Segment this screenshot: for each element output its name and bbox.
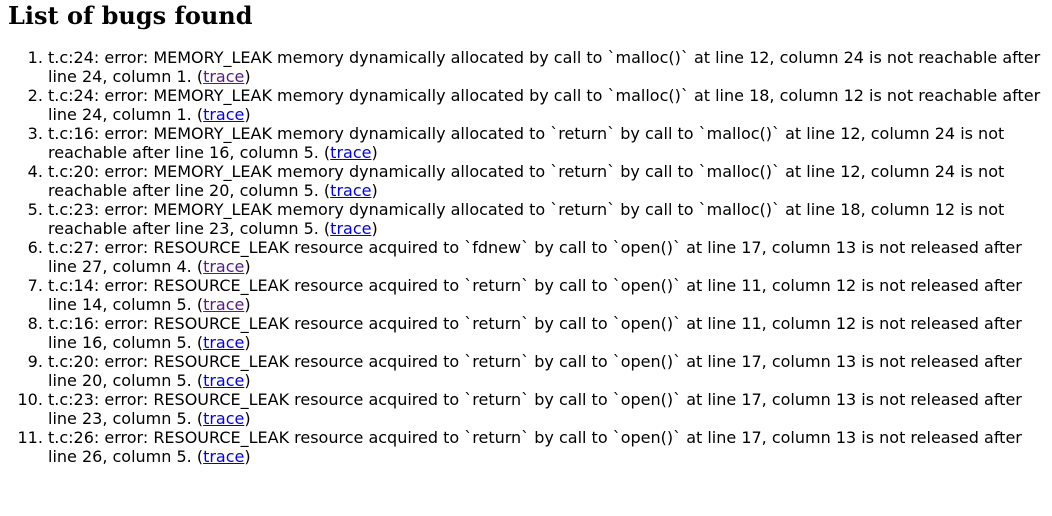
bug-text: t.c:14: error: RESOURCE_LEAK resource acquired to `return` by call to `open()` at line 11, column 12 is not released after line 14, column 5. — [48, 276, 1022, 314]
trace-link[interactable]: trace — [203, 105, 245, 124]
bug-item: 9. t.c:20: error: RESOURCE_LEAK resource acquired to `return` by call to `open()` at line 17, column 13 is not released after line 20, column 5. (trace) — [48, 352, 1044, 390]
bug-text: t.c:23: error: MEMORY_LEAK memory dynamically allocated to `return` by call to `malloc()` at line 18, column 12 is not reachable after line 23, column 5. — [48, 200, 1005, 238]
bug-item: 3. t.c:16: error: MEMORY_LEAK memory dynamically allocated to `return` by call to `malloc()` at line 12, column 24 is not reachable after line 16, column 5. (trace) — [48, 124, 1044, 162]
bug-item: 11. t.c:26: error: RESOURCE_LEAK resource acquired to `return` by call to `open()` at line 17, column 13 is not released after line 26, column 5. (trace) — [48, 428, 1044, 466]
bug-item: 2. t.c:24: error: MEMORY_LEAK memory dynamically allocated by call to `malloc()` at line 18, column 12 is not reachable after line 24, column 1. (trace) — [48, 86, 1044, 124]
trace-link[interactable]: trace — [203, 257, 245, 276]
bug-text: t.c:27: error: RESOURCE_LEAK resource acquired to `fdnew` by call to `open()` at line 17, column 13 is not released after line 27, column 4. — [48, 238, 1022, 276]
page-title: List of bugs found — [8, 1, 253, 30]
trace-link[interactable]: trace — [330, 219, 372, 238]
bug-item: 1. t.c:24: error: MEMORY_LEAK memory dynamically allocated by call to `malloc()` at line 12, column 24 is not reachable after line 24, column 1. (trace) — [48, 48, 1044, 86]
bug-text: t.c:24: error: MEMORY_LEAK memory dynamically allocated by call to `malloc()` at line 12, column 24 is not reachable after line 24, column 1. — [48, 48, 1041, 86]
bug-text: t.c:24: error: MEMORY_LEAK memory dynamically allocated by call to `malloc()` at line 18, column 12 is not reachable after line 24, column 1. — [48, 86, 1041, 124]
bug-item: 10. t.c:23: error: RESOURCE_LEAK resource acquired to `return` by call to `open()` at line 17, column 13 is not released after line 23, column 5. (trace) — [48, 390, 1044, 428]
bug-item: 6. t.c:27: error: RESOURCE_LEAK resource acquired to `fdnew` by call to `open()` at line 17, column 13 is not released after line 27, column 4. (trace) — [48, 238, 1044, 276]
bug-text: t.c:20: error: MEMORY_LEAK memory dynamically allocated to `return` by call to `malloc()` at line 12, column 24 is not reachable after line 20, column 5. — [48, 162, 1005, 200]
trace-link[interactable]: trace — [203, 447, 245, 466]
bug-text: t.c:23: error: RESOURCE_LEAK resource acquired to `return` by call to `open()` at line 17, column 13 is not released after line 23, column 5. — [48, 390, 1022, 428]
trace-link[interactable]: trace — [330, 181, 372, 200]
bug-item: 4. t.c:20: error: MEMORY_LEAK memory dynamically allocated to `return` by call to `malloc()` at line 12, column 24 is not reachable after line 20, column 5. (trace) — [48, 162, 1044, 200]
bug-list — [0, 48, 1052, 466]
bug-item: 8. t.c:16: error: RESOURCE_LEAK resource acquired to `return` by call to `open()` at line 11, column 12 is not released after line 16, column 5. (trace) — [48, 314, 1044, 352]
trace-link[interactable]: trace — [203, 409, 245, 428]
trace-link[interactable]: trace — [203, 295, 245, 314]
trace-link[interactable]: trace — [203, 371, 245, 390]
bug-text: t.c:26: error: RESOURCE_LEAK resource acquired to `return` by call to `open()` at line 17, column 13 is not released after line 26, column 5. — [48, 428, 1022, 466]
trace-link[interactable]: trace — [203, 67, 245, 86]
trace-link[interactable]: trace — [203, 333, 245, 352]
bug-text: t.c:16: error: RESOURCE_LEAK resource acquired to `return` by call to `open()` at line 11, column 12 is not released after line 16, column 5. — [48, 314, 1022, 352]
bug-text: t.c:20: error: RESOURCE_LEAK resource acquired to `return` by call to `open()` at line 17, column 13 is not released after line 20, column 5. — [48, 352, 1022, 390]
bug-item: 7. t.c:14: error: RESOURCE_LEAK resource acquired to `return` by call to `open()` at line 11, column 12 is not released after line 14, column 5. (trace) — [48, 276, 1044, 314]
bug-text: t.c:16: error: MEMORY_LEAK memory dynamically allocated to `return` by call to `malloc()` at line 12, column 24 is not reachable after line 16, column 5. — [48, 124, 1005, 162]
trace-link[interactable]: trace — [330, 143, 372, 162]
bug-item: 5. t.c:23: error: MEMORY_LEAK memory dynamically allocated to `return` by call to `malloc()` at line 18, column 12 is not reachable after line 23, column 5. (trace) — [48, 200, 1044, 238]
